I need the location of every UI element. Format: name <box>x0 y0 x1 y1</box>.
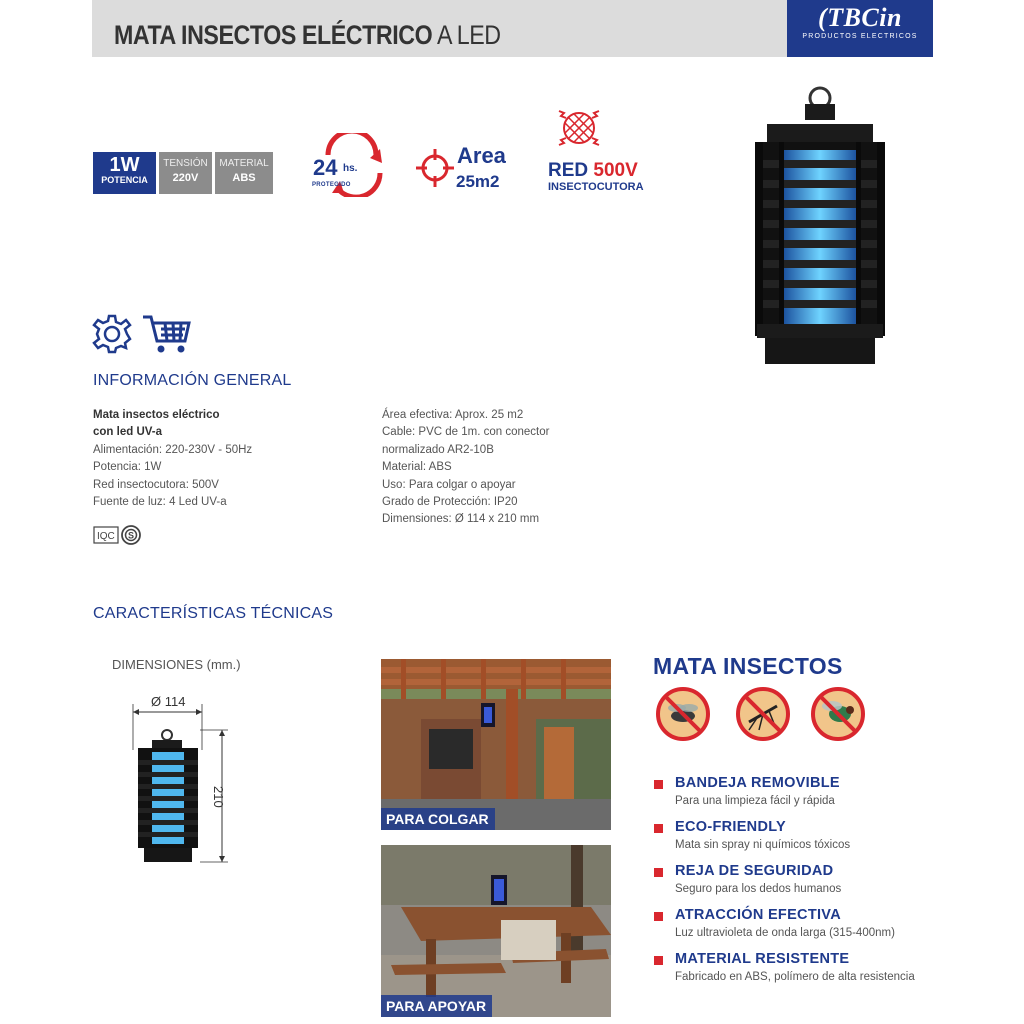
info-line: Red insectocutora: 500V <box>93 478 219 491</box>
feature-bullet <box>654 868 663 877</box>
section-title-tech: CARACTERÍSTICAS TÉCNICAS <box>93 605 334 622</box>
pergola-scene <box>381 659 611 830</box>
photo-label-hang: PARA COLGAR <box>381 808 495 830</box>
no-fly-icon <box>655 686 711 742</box>
photo-hanging <box>381 659 611 830</box>
grid-label: INSECTOCUTORA <box>548 181 644 193</box>
material-value: ABS <box>232 172 256 184</box>
info-line: Alimentación: 220-230V - 50Hz <box>93 443 253 456</box>
crosshair-icon <box>414 147 456 189</box>
info-line: normalizado AR2-10B <box>382 443 494 456</box>
dimension-width: Ø 114 <box>151 694 186 709</box>
info-line: Área efectiva: Aprox. 25 m2 <box>382 409 524 421</box>
section-title-general-info: INFORMACIÓN GENERAL <box>93 372 292 389</box>
page-title <box>114 20 501 51</box>
feature-bullet <box>654 912 663 921</box>
feature-desc: Luz ultravioleta de onda larga (315-400nm) <box>675 927 895 939</box>
info-product-name: Mata insectos eléctrico <box>93 409 220 421</box>
photo-standing <box>381 845 611 1017</box>
no-green-fly-icon <box>810 686 866 742</box>
no-mosquito-icon <box>735 686 791 742</box>
electric-grid-icon <box>554 103 604 153</box>
material-label: MATERIAL <box>219 158 269 169</box>
photo-label-stand: PARA APOYAR <box>381 995 492 1017</box>
info-line: Potencia: 1W <box>93 461 162 474</box>
area-label: Area <box>457 143 506 168</box>
feature-desc: Fabricado en ABS, polímero de alta resistencia <box>675 971 915 983</box>
features-title: MATA INSECTOS <box>653 653 843 679</box>
dimension-drawing <box>130 690 250 870</box>
logo-text: (TBCin <box>818 3 902 32</box>
feature-bullet <box>654 780 663 789</box>
grid-voltage: RED 500V <box>548 160 638 181</box>
voltage-label: TENSIÓN <box>163 158 208 169</box>
protect-unit: hs. <box>343 163 358 174</box>
picnic-scene <box>381 845 611 1017</box>
feature-desc: Seguro para los dedos humanos <box>675 883 842 895</box>
cert-iqc: IQC <box>97 531 115 542</box>
product-image <box>745 84 895 370</box>
info-product-subname: con led UV-a <box>93 426 163 439</box>
feature-title: BANDEJA REMOVIBLE <box>675 775 840 791</box>
power-label: POTENCIA <box>101 175 148 185</box>
info-line: Grado de Protección: IP20 <box>382 496 518 509</box>
feature-title: ECO-FRIENDLY <box>675 819 787 835</box>
title-rest: A LED <box>432 20 501 50</box>
info-left-column <box>93 407 252 511</box>
info-right-column <box>382 407 549 529</box>
protect-hours: 24 <box>313 155 338 180</box>
cart-icon <box>141 313 191 355</box>
area-value: 25m2 <box>456 172 500 191</box>
power-value: 1W <box>109 154 140 176</box>
info-line: Material: ABS <box>382 461 452 474</box>
gear-icon <box>91 313 133 355</box>
voltage-value: 220V <box>172 172 199 184</box>
info-line: Uso: Para colgar o apoyar <box>382 478 516 491</box>
info-line: Dimensiones: Ø 114 x 210 mm <box>382 513 540 526</box>
feature-title: REJA DE SEGURIDAD <box>675 863 834 879</box>
feature-desc: Mata sin spray ni químicos tóxicos <box>675 839 851 851</box>
logo-subtitle: PRODUCTOS ELECTRICOS <box>802 33 918 40</box>
voltage-badge <box>159 152 212 194</box>
dimension-height: 210 <box>211 786 226 808</box>
certification-marks <box>93 524 145 546</box>
power-badge <box>93 152 156 194</box>
info-line: Cable: PVC de 1m. con conector <box>382 426 550 439</box>
info-line: Fuente de luz: 4 Led UV-a <box>93 496 227 509</box>
brand-logo <box>787 0 933 57</box>
feature-bullet <box>654 956 663 965</box>
material-badge <box>215 152 273 194</box>
feature-desc: Para una limpieza fácil y rápida <box>675 795 835 807</box>
title-bold: MATA INSECTOS ELÉCTRICO <box>114 20 433 50</box>
dimensions-label: DIMENSIONES (mm.) <box>112 657 241 672</box>
feature-title: MATERIAL RESISTENTE <box>675 951 850 967</box>
protect-label: PROTEGIDO <box>312 182 351 188</box>
svg-text:S: S <box>128 530 135 541</box>
feature-title: ATRACCIÓN EFECTIVA <box>675 907 841 923</box>
feature-bullet <box>654 824 663 833</box>
